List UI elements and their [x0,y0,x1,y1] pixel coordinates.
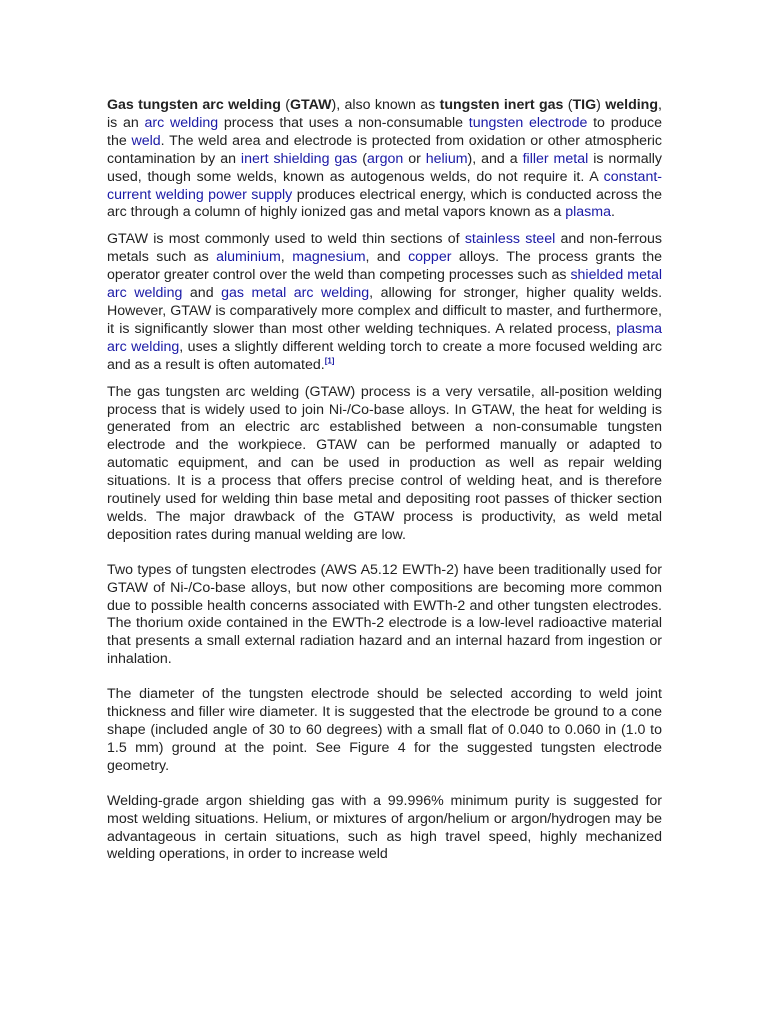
link-aluminium[interactable]: aluminium [216,249,281,266]
paragraph-electrode-diameter: The diameter of the tungsten electrode should be selected according to weld joint thickness and filler wire diameter. It is suggested that the electrode be ground to a cone shape (included angle of 30 to 60 degrees) with a small flat of 0.040 to 0.060 in (1.0 to 1.5 mm) ground at the point. See Figure 4 for the suggested tungsten electrode geometry. [107,686,662,774]
link-stainless-steel[interactable]: stainless steel [464,231,556,248]
link-arc-welding[interactable]: arc welding [144,114,219,131]
link-plasma[interactable]: plasma [565,204,611,221]
link-plasma-arc-welding[interactable]: plasma arc welding [107,320,662,355]
paragraph-process-overview: The gas tungsten arc welding (GTAW) process is a very versatile, all-position welding process that is widely used to join Ni-/Co-base alloys. In GTAW, the heat for welding is generated from an electric arc established between a non-consumable tungsten electrode and the workpiece. GTAW can be performed manually or adapted to automatic equipment, and can be used in production as well as repair welding situations. It is a process that offers precise control of welding heat, and is therefore routinely used for welding thin base metal and depositing root passes of thicker section welds. The major drawback of the GTAW process is productivity, as weld metal deposition rates during manual welding are low. [107,383,662,543]
paragraph-shielding-gas: Welding-grade argon shielding gas with a 99.996% minimum purity is suggested for most welding situations. Helium, or mixtures of argon/helium or argon/hydrogen may be advantageous in certain situations, such as high travel speed, highly mechanized welding operations, in order to increase weld [107,792,662,863]
link-helium[interactable]: helium [425,150,468,167]
term-welding: welding [605,97,659,113]
link-weld[interactable]: weld [131,132,161,149]
link-shielded-metal-arc-welding[interactable]: shielded metal arc welding [107,267,662,302]
link-inert-shielding-gas[interactable]: inert shielding gas [240,150,358,167]
link-copper[interactable]: copper [408,249,452,266]
citation-ref-1[interactable]: [1] [324,355,335,365]
paragraph-usage: GTAW is most commonly used to weld thin sections of stainless steel and non-ferrous metals such as aluminium, magnesium, and copper alloys. The process grants the operator greater control over the weld than competing processes such as shielded metal arc welding and gas metal arc welding, allowing for stronger, higher quality welds. However, GTAW is comparatively more complex and difficult to master, and furthermore, it is significantly slower than most other welding techniques. A related process, plasma arc welding, uses a slightly different welding torch to create a more focused welding arc and as a result is often automated.[1] [107,231,663,373]
link-magnesium[interactable]: magnesium [292,249,366,266]
link-gas-metal-arc-welding[interactable]: gas metal arc welding [221,285,370,302]
abbr-gtaw: GTAW [289,97,332,113]
paragraph-electrode-types: Two types of tungsten electrodes (AWS A5.12 EWTh-2) have been traditionally used for GTAW of Ni-/Co-base alloys, but now other compositions are becoming more common due to possible health concerns associated with EWTh-2 and other tungsten electrodes. The thorium oxide contained in the EWTh-2 electrode is a low-level radioactive material that presents a small external radiation hazard and an internal hazard from ingestion or inhalation. [107,561,662,668]
link-tungsten-electrode[interactable]: tungsten electrode [468,114,588,131]
term-tig: tungsten inert gas [439,97,564,113]
link-constant-current[interactable]: constant-current [107,168,662,203]
paragraph-intro: Gas tungsten arc welding (GTAW), also known as tungsten inert gas (TIG) welding, is an arc welding process that uses a non-consumable tungsten electrode to produce the weld. The weld area and electrode is protected from oxidation or other atmospheric contamination by an inert shielding gas (argon or helium), and a filler metal is normally used, though some welds, known as autogenous welds, do not require it. A constant-current welding power supply produces electrical energy, which is conducted across the arc through a column of highly ionized gas and metal vapors known as a plasma. [107,97,662,221]
link-welding-power-supply[interactable]: welding power supply [155,186,293,203]
term-gtaw: Gas tungsten arc welding [107,97,281,113]
link-filler-metal[interactable]: filler metal [522,150,589,167]
document-page [107,97,662,864]
abbr-tig: TIG [572,97,597,113]
link-argon[interactable]: argon [366,150,404,167]
